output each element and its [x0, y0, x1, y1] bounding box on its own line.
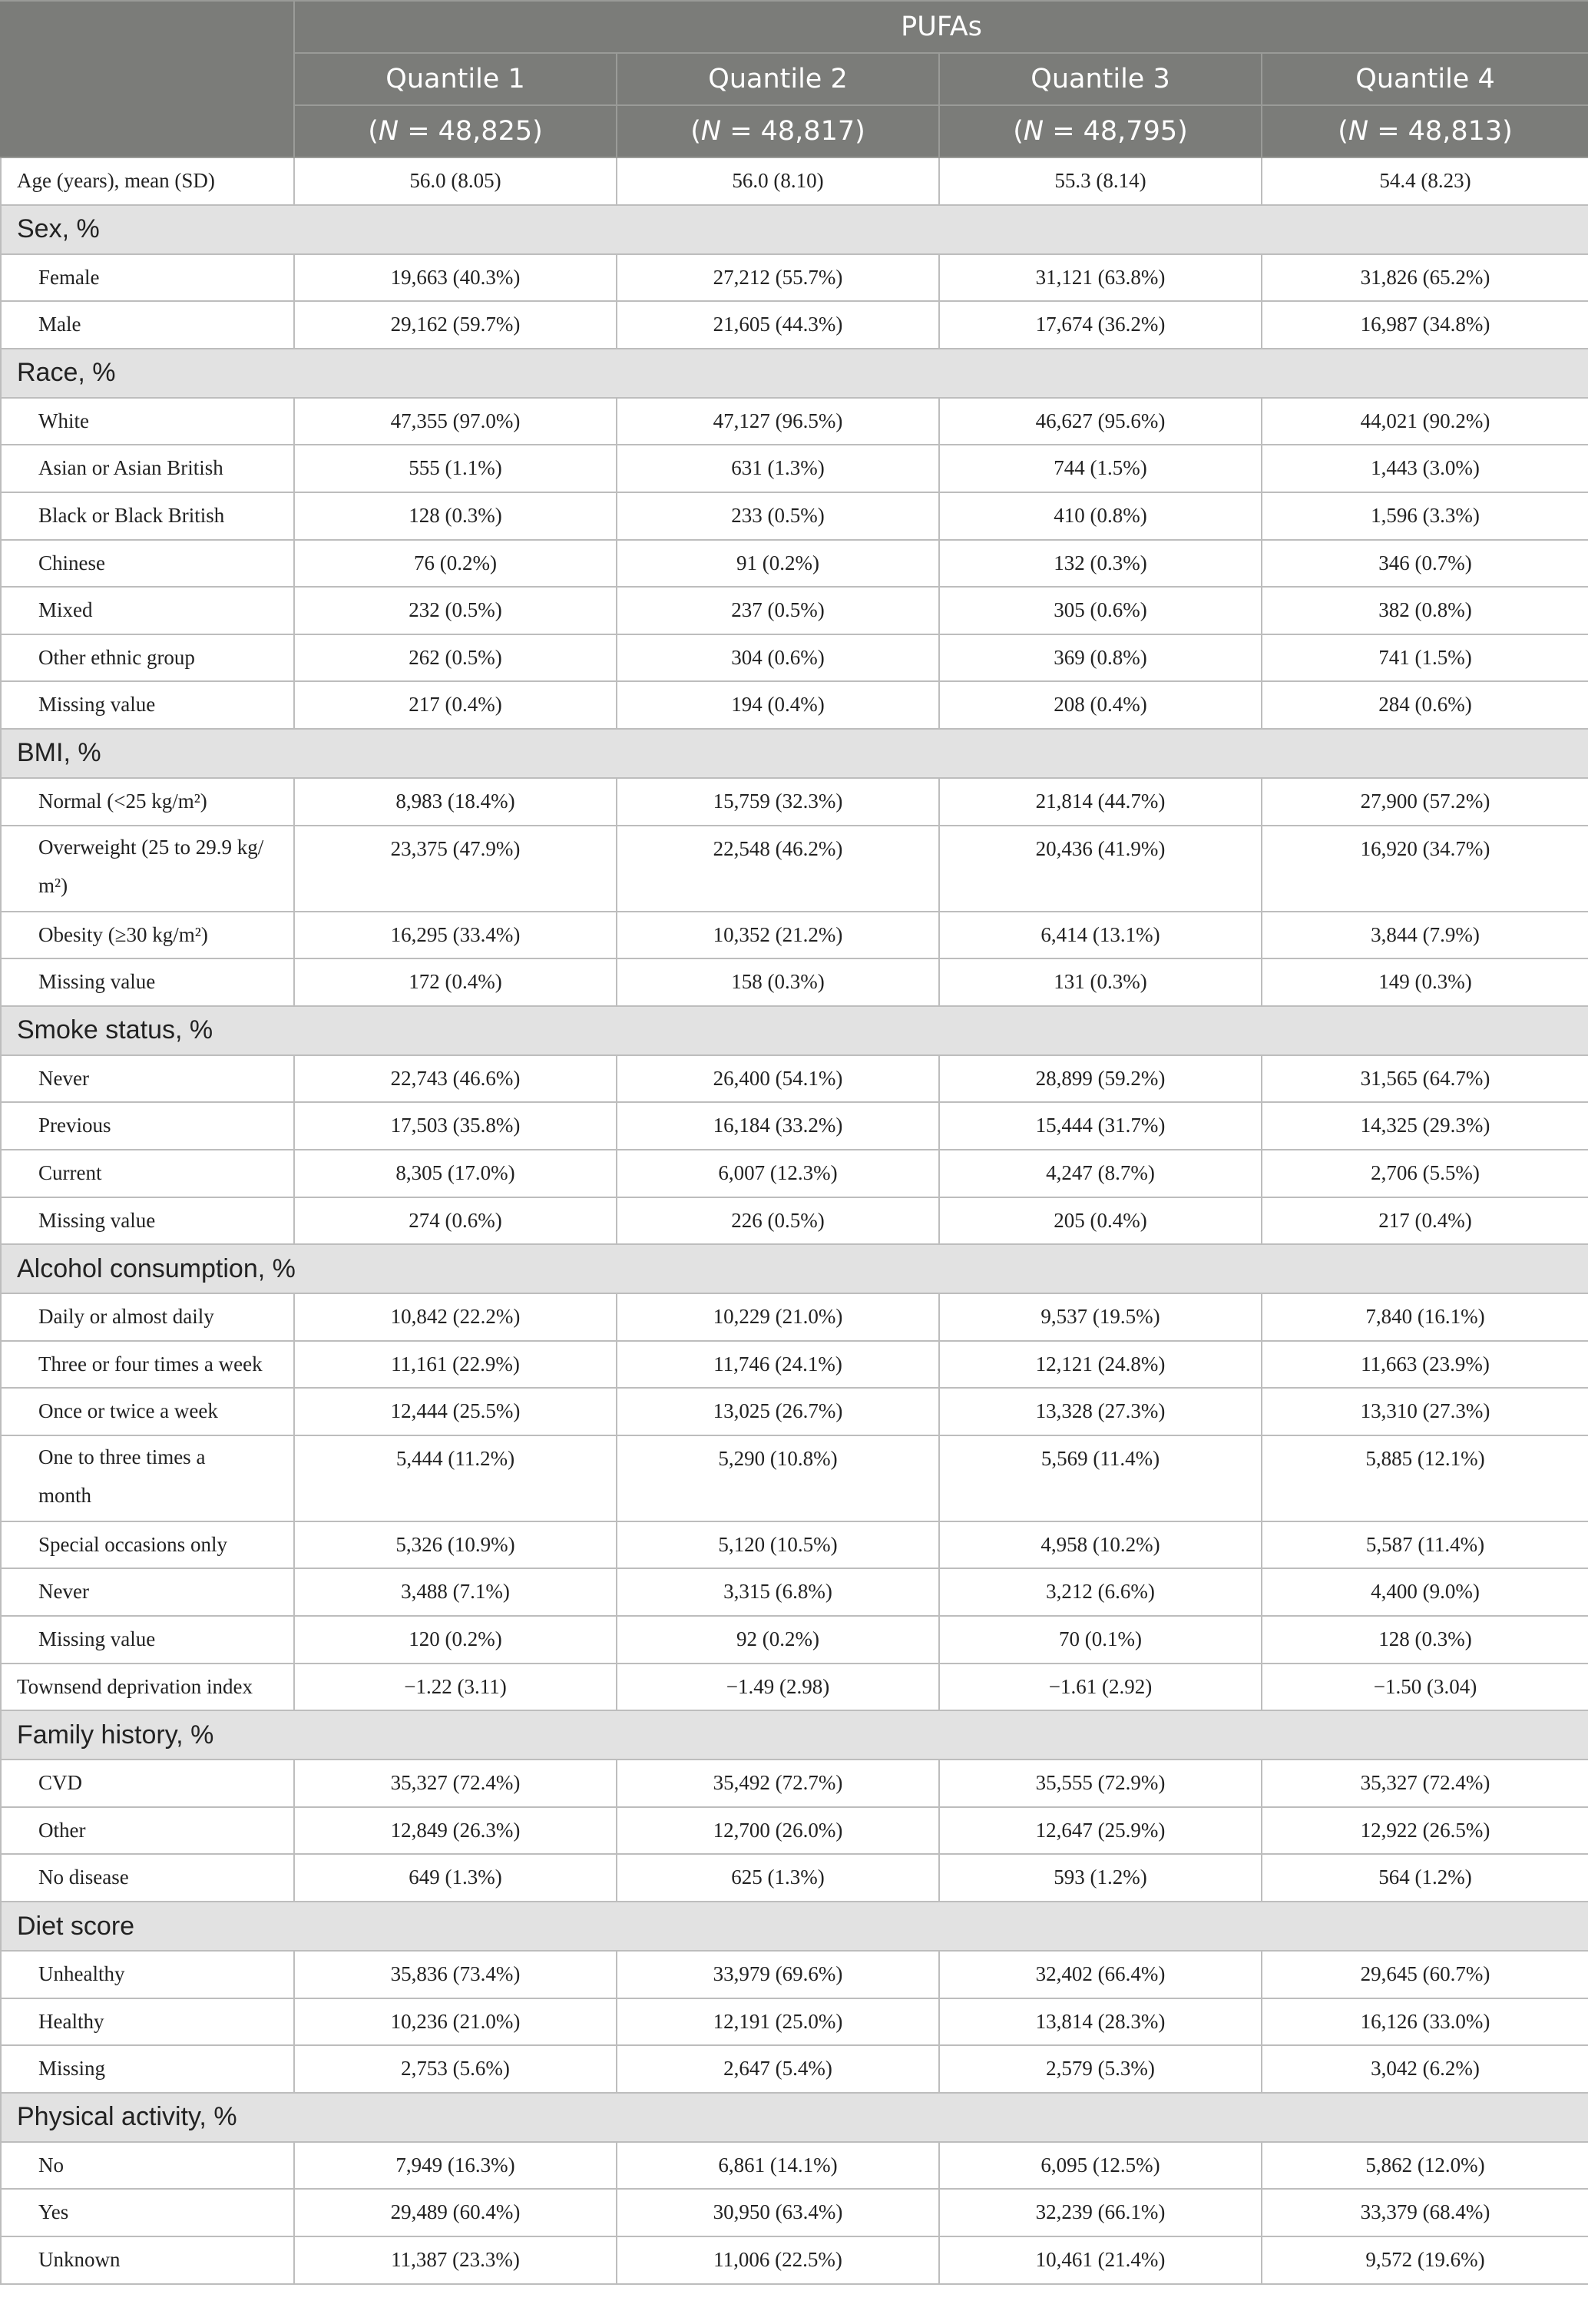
- value-cell-quantile-3: 46,627 (95.6%): [939, 398, 1262, 445]
- section-header-row: [1, 1006, 1588, 1055]
- row-label: CVD: [1, 1760, 294, 1807]
- value-cell-quantile-4: 16,987 (34.8%): [1262, 301, 1588, 349]
- value-cell-quantile-2: 12,700 (26.0%): [617, 1807, 939, 1855]
- table-row: [1, 912, 1588, 959]
- section-header-row: [1, 1244, 1588, 1293]
- header-group-row: [1, 1, 1588, 53]
- value-cell-quantile-4: 13,310 (27.3%): [1262, 1388, 1588, 1435]
- value-cell-quantile-4: 3,042 (6.2%): [1262, 2045, 1588, 2093]
- table-row: [1, 2189, 1588, 2236]
- value-cell-quantile-2: 26,400 (54.1%): [617, 1055, 939, 1103]
- value-cell-quantile-1: 19,663 (40.3%): [294, 254, 617, 302]
- row-label: Missing value: [1, 681, 294, 729]
- value-cell-quantile-4: 33,379 (68.4%): [1262, 2189, 1588, 2236]
- value-cell-quantile-4: 16,920 (34.7%): [1262, 826, 1588, 912]
- row-label: Special occasions only: [1, 1521, 294, 1569]
- row-label-line: One to three times a: [38, 1445, 206, 1468]
- value-cell-quantile-4: 44,021 (90.2%): [1262, 398, 1588, 445]
- value-cell-quantile-3: 9,537 (19.5%): [939, 1293, 1262, 1341]
- value-cell-quantile-2: 10,352 (21.2%): [617, 912, 939, 959]
- value-cell-quantile-1: 17,503 (35.8%): [294, 1102, 617, 1150]
- table-row: [1, 1854, 1588, 1902]
- section-label: Alcohol consumption, %: [1, 1244, 1588, 1293]
- value-cell-quantile-4: 31,565 (64.7%): [1262, 1055, 1588, 1103]
- value-cell-quantile-3: 369 (0.8%): [939, 634, 1262, 682]
- value-cell-quantile-1: 76 (0.2%): [294, 540, 617, 588]
- table-header: [1, 1, 1588, 157]
- section-label: Family history, %: [1, 1710, 1588, 1760]
- value-cell-quantile-1: 23,375 (47.9%): [294, 826, 617, 912]
- value-cell-quantile-3: 305 (0.6%): [939, 587, 1262, 634]
- value-cell-quantile-1: 8,305 (17.0%): [294, 1150, 617, 1197]
- n-prefix: (: [1338, 116, 1348, 147]
- n-variable: N: [1023, 116, 1044, 147]
- value-cell-quantile-4: 1,596 (3.3%): [1262, 492, 1588, 540]
- value-cell-quantile-2: 13,025 (26.7%): [617, 1388, 939, 1435]
- value-cell-quantile-4: 5,862 (12.0%): [1262, 2142, 1588, 2190]
- n-prefix: (: [690, 116, 701, 147]
- table-row: [1, 1197, 1588, 1245]
- value-cell-quantile-2: 12,191 (25.0%): [617, 1998, 939, 2046]
- value-cell-quantile-1: 11,161 (22.9%): [294, 1341, 617, 1389]
- table-row: [1, 254, 1588, 302]
- row-label: Unknown: [1, 2236, 294, 2284]
- value-cell-quantile-3: 6,414 (13.1%): [939, 912, 1262, 959]
- table-row: [1, 778, 1588, 826]
- table-row: [1, 1055, 1588, 1103]
- value-cell-quantile-4: 217 (0.4%): [1262, 1197, 1588, 1245]
- value-cell-quantile-4: 3,844 (7.9%): [1262, 912, 1588, 959]
- row-label-line: m²): [38, 873, 68, 897]
- value-cell-quantile-3: 410 (0.8%): [939, 492, 1262, 540]
- row-label: [1, 826, 294, 912]
- value-cell-quantile-3: 32,402 (66.4%): [939, 1951, 1262, 1998]
- value-cell-quantile-3: 12,647 (25.9%): [939, 1807, 1262, 1855]
- value-cell-quantile-3: 32,239 (66.1%): [939, 2189, 1262, 2236]
- section-label: Smoke status, %: [1, 1006, 1588, 1055]
- table-row: [1, 1951, 1588, 1998]
- value-cell-quantile-1: 217 (0.4%): [294, 681, 617, 729]
- value-cell-quantile-1: 172 (0.4%): [294, 958, 617, 1006]
- value-cell-quantile-1: 12,849 (26.3%): [294, 1807, 617, 1855]
- value-cell-quantile-2: 11,006 (22.5%): [617, 2236, 939, 2284]
- n-value: = 48,813): [1368, 116, 1513, 147]
- value-cell-quantile-4: 54.4 (8.23): [1262, 157, 1588, 205]
- row-label: No disease: [1, 1854, 294, 1902]
- value-cell-quantile-1: 56.0 (8.05): [294, 157, 617, 205]
- value-cell-quantile-2: 6,007 (12.3%): [617, 1150, 939, 1197]
- row-label: Three or four times a week: [1, 1341, 294, 1389]
- header-quantile-2: Quantile 2: [617, 53, 939, 105]
- value-cell-quantile-2: 237 (0.5%): [617, 587, 939, 634]
- value-cell-quantile-3: 208 (0.4%): [939, 681, 1262, 729]
- table-row: [1, 1388, 1588, 1435]
- value-cell-quantile-2: 10,229 (21.0%): [617, 1293, 939, 1341]
- row-label: Normal (<25 kg/m²): [1, 778, 294, 826]
- value-cell-quantile-4: 346 (0.7%): [1262, 540, 1588, 588]
- value-cell-quantile-3: 12,121 (24.8%): [939, 1341, 1262, 1389]
- table-row: [1, 492, 1588, 540]
- table-row: [1, 2236, 1588, 2284]
- value-cell-quantile-4: 27,900 (57.2%): [1262, 778, 1588, 826]
- value-cell-quantile-3: 593 (1.2%): [939, 1854, 1262, 1902]
- value-cell-quantile-3: 70 (0.1%): [939, 1616, 1262, 1664]
- value-cell-quantile-3: 131 (0.3%): [939, 958, 1262, 1006]
- value-cell-quantile-3: 4,958 (10.2%): [939, 1521, 1262, 1569]
- section-header-row: [1, 1902, 1588, 1951]
- value-cell-quantile-2: 22,548 (46.2%): [617, 826, 939, 912]
- value-cell-quantile-4: 5,885 (12.1%): [1262, 1435, 1588, 1521]
- table-row: [1, 958, 1588, 1006]
- value-cell-quantile-1: 7,949 (16.3%): [294, 2142, 617, 2190]
- row-label-line: Overweight (25 to 29.9 kg/: [38, 835, 264, 859]
- row-label: Other ethnic group: [1, 634, 294, 682]
- row-label: Daily or almost daily: [1, 1293, 294, 1341]
- value-cell-quantile-2: 16,184 (33.2%): [617, 1102, 939, 1150]
- value-cell-quantile-1: 128 (0.3%): [294, 492, 617, 540]
- header-n-3: [939, 105, 1262, 157]
- n-variable: N: [378, 116, 399, 147]
- table-row: [1, 1293, 1588, 1341]
- section-label: Race, %: [1, 349, 1588, 398]
- value-cell-quantile-4: 31,826 (65.2%): [1262, 254, 1588, 302]
- value-cell-quantile-4: 128 (0.3%): [1262, 1616, 1588, 1664]
- row-label: Male: [1, 301, 294, 349]
- table-row: [1, 1616, 1588, 1664]
- value-cell-quantile-4: 2,706 (5.5%): [1262, 1150, 1588, 1197]
- value-cell-quantile-3: 17,674 (36.2%): [939, 301, 1262, 349]
- value-cell-quantile-4: 7,840 (16.1%): [1262, 1293, 1588, 1341]
- row-label: [1, 1435, 294, 1521]
- row-label: Obesity (≥30 kg/m²): [1, 912, 294, 959]
- header-quantile-3: Quantile 3: [939, 53, 1262, 105]
- value-cell-quantile-1: 649 (1.3%): [294, 1854, 617, 1902]
- value-cell-quantile-3: 3,212 (6.6%): [939, 1568, 1262, 1616]
- row-label: Missing: [1, 2045, 294, 2093]
- n-variable: N: [700, 116, 722, 147]
- value-cell-quantile-1: 35,327 (72.4%): [294, 1760, 617, 1807]
- value-cell-quantile-1: 8,983 (18.4%): [294, 778, 617, 826]
- header-n-1: [294, 105, 617, 157]
- header-quantile-1: Quantile 1: [294, 53, 617, 105]
- value-cell-quantile-3: 15,444 (31.7%): [939, 1102, 1262, 1150]
- value-cell-quantile-1: 5,444 (11.2%): [294, 1435, 617, 1521]
- value-cell-quantile-4: 9,572 (19.6%): [1262, 2236, 1588, 2284]
- table-row: [1, 1568, 1588, 1616]
- value-cell-quantile-2: −1.49 (2.98): [617, 1664, 939, 1711]
- row-label: Black or Black British: [1, 492, 294, 540]
- value-cell-quantile-1: 10,842 (22.2%): [294, 1293, 617, 1341]
- value-cell-quantile-2: 194 (0.4%): [617, 681, 939, 729]
- value-cell-quantile-2: 56.0 (8.10): [617, 157, 939, 205]
- row-label: Missing value: [1, 1616, 294, 1664]
- table-row: [1, 681, 1588, 729]
- row-label: Once or twice a week: [1, 1388, 294, 1435]
- table-row: [1, 1760, 1588, 1807]
- value-cell-quantile-4: 741 (1.5%): [1262, 634, 1588, 682]
- table-row: [1, 1998, 1588, 2046]
- value-cell-quantile-1: 2,753 (5.6%): [294, 2045, 617, 2093]
- table-row: [1, 301, 1588, 349]
- n-value: = 48,817): [721, 116, 865, 147]
- table-row: [1, 1341, 1588, 1389]
- value-cell-quantile-2: 5,290 (10.8%): [617, 1435, 939, 1521]
- value-cell-quantile-2: 15,759 (32.3%): [617, 778, 939, 826]
- value-cell-quantile-2: 11,746 (24.1%): [617, 1341, 939, 1389]
- table-row: [1, 826, 1588, 912]
- row-label: Chinese: [1, 540, 294, 588]
- value-cell-quantile-3: 744 (1.5%): [939, 445, 1262, 492]
- section-header-row: [1, 1710, 1588, 1760]
- value-cell-quantile-1: 29,489 (60.4%): [294, 2189, 617, 2236]
- value-cell-quantile-4: 29,645 (60.7%): [1262, 1951, 1588, 1998]
- table-row: [1, 1435, 1588, 1521]
- section-header-row: [1, 2093, 1588, 2142]
- table-body: [1, 157, 1588, 2284]
- value-cell-quantile-4: 11,663 (23.9%): [1262, 1341, 1588, 1389]
- value-cell-quantile-3: 28,899 (59.2%): [939, 1055, 1262, 1103]
- row-label: Never: [1, 1055, 294, 1103]
- value-cell-quantile-1: 10,236 (21.0%): [294, 1998, 617, 2046]
- value-cell-quantile-3: 205 (0.4%): [939, 1197, 1262, 1245]
- value-cell-quantile-4: 14,325 (29.3%): [1262, 1102, 1588, 1150]
- value-cell-quantile-4: 1,443 (3.0%): [1262, 445, 1588, 492]
- row-label-line: month: [38, 1483, 92, 1507]
- section-header-row: [1, 205, 1588, 254]
- section-label: BMI, %: [1, 729, 1588, 778]
- n-value: = 48,795): [1044, 116, 1188, 147]
- value-cell-quantile-4: 564 (1.2%): [1262, 1854, 1588, 1902]
- value-cell-quantile-1: 35,836 (73.4%): [294, 1951, 617, 1998]
- value-cell-quantile-3: 10,461 (21.4%): [939, 2236, 1262, 2284]
- value-cell-quantile-3: −1.61 (2.92): [939, 1664, 1262, 1711]
- value-cell-quantile-3: 21,814 (44.7%): [939, 778, 1262, 826]
- value-cell-quantile-2: 158 (0.3%): [617, 958, 939, 1006]
- table-row: [1, 2045, 1588, 2093]
- value-cell-quantile-2: 6,861 (14.1%): [617, 2142, 939, 2190]
- value-cell-quantile-1: 16,295 (33.4%): [294, 912, 617, 959]
- value-cell-quantile-2: 47,127 (96.5%): [617, 398, 939, 445]
- value-cell-quantile-4: −1.50 (3.04): [1262, 1664, 1588, 1711]
- row-label: Current: [1, 1150, 294, 1197]
- value-cell-quantile-2: 21,605 (44.3%): [617, 301, 939, 349]
- value-cell-quantile-2: 3,315 (6.8%): [617, 1568, 939, 1616]
- value-cell-quantile-1: 120 (0.2%): [294, 1616, 617, 1664]
- value-cell-quantile-2: 5,120 (10.5%): [617, 1521, 939, 1569]
- value-cell-quantile-2: 30,950 (63.4%): [617, 2189, 939, 2236]
- value-cell-quantile-1: 274 (0.6%): [294, 1197, 617, 1245]
- section-label: Diet score: [1, 1902, 1588, 1951]
- value-cell-quantile-2: 33,979 (69.6%): [617, 1951, 939, 1998]
- value-cell-quantile-2: 35,492 (72.7%): [617, 1760, 939, 1807]
- table-row: [1, 1521, 1588, 1569]
- value-cell-quantile-3: 2,579 (5.3%): [939, 2045, 1262, 2093]
- value-cell-quantile-1: 3,488 (7.1%): [294, 1568, 617, 1616]
- n-prefix: (: [368, 116, 379, 147]
- row-label: Townsend deprivation index: [1, 1664, 294, 1711]
- section-label: Physical activity, %: [1, 2093, 1588, 2142]
- value-cell-quantile-3: 35,555 (72.9%): [939, 1760, 1262, 1807]
- value-cell-quantile-2: 631 (1.3%): [617, 445, 939, 492]
- value-cell-quantile-4: 5,587 (11.4%): [1262, 1521, 1588, 1569]
- value-cell-quantile-1: 232 (0.5%): [294, 587, 617, 634]
- table-row: [1, 1664, 1588, 1711]
- value-cell-quantile-3: 55.3 (8.14): [939, 157, 1262, 205]
- row-label: Missing value: [1, 958, 294, 1006]
- value-cell-quantile-4: 16,126 (33.0%): [1262, 1998, 1588, 2046]
- table-row: [1, 157, 1588, 205]
- header-quantile-4: Quantile 4: [1262, 53, 1588, 105]
- value-cell-quantile-2: 304 (0.6%): [617, 634, 939, 682]
- value-cell-quantile-1: 22,743 (46.6%): [294, 1055, 617, 1103]
- value-cell-quantile-4: 382 (0.8%): [1262, 587, 1588, 634]
- table-row: [1, 1807, 1588, 1855]
- value-cell-quantile-3: 13,814 (28.3%): [939, 1998, 1262, 2046]
- header-corner-cell: [1, 1, 294, 157]
- value-cell-quantile-2: 92 (0.2%): [617, 1616, 939, 1664]
- table-row: [1, 634, 1588, 682]
- row-label: White: [1, 398, 294, 445]
- value-cell-quantile-1: 262 (0.5%): [294, 634, 617, 682]
- value-cell-quantile-4: 149 (0.3%): [1262, 958, 1588, 1006]
- value-cell-quantile-1: 555 (1.1%): [294, 445, 617, 492]
- value-cell-quantile-3: 5,569 (11.4%): [939, 1435, 1262, 1521]
- value-cell-quantile-1: 11,387 (23.3%): [294, 2236, 617, 2284]
- value-cell-quantile-1: 47,355 (97.0%): [294, 398, 617, 445]
- table-row: [1, 587, 1588, 634]
- value-cell-quantile-1: −1.22 (3.11): [294, 1664, 617, 1711]
- value-cell-quantile-2: 233 (0.5%): [617, 492, 939, 540]
- header-n-4: [1262, 105, 1588, 157]
- value-cell-quantile-2: 625 (1.3%): [617, 1854, 939, 1902]
- n-variable: N: [1348, 116, 1369, 147]
- value-cell-quantile-2: 91 (0.2%): [617, 540, 939, 588]
- table-row: [1, 2142, 1588, 2190]
- value-cell-quantile-1: 29,162 (59.7%): [294, 301, 617, 349]
- section-label: Sex, %: [1, 205, 1588, 254]
- header-group-label: PUFAs: [294, 1, 1588, 53]
- table-row: [1, 445, 1588, 492]
- row-label: Previous: [1, 1102, 294, 1150]
- header-n-2: [617, 105, 939, 157]
- table-row: [1, 540, 1588, 588]
- row-label: Yes: [1, 2189, 294, 2236]
- table-row: [1, 398, 1588, 445]
- value-cell-quantile-2: 27,212 (55.7%): [617, 254, 939, 302]
- n-value: = 48,825): [399, 116, 543, 147]
- section-header-row: [1, 349, 1588, 398]
- value-cell-quantile-1: 12,444 (25.5%): [294, 1388, 617, 1435]
- value-cell-quantile-3: 20,436 (41.9%): [939, 826, 1262, 912]
- row-label: Missing value: [1, 1197, 294, 1245]
- section-header-row: [1, 729, 1588, 778]
- row-label: Female: [1, 254, 294, 302]
- value-cell-quantile-2: 226 (0.5%): [617, 1197, 939, 1245]
- n-prefix: (: [1013, 116, 1024, 147]
- value-cell-quantile-4: 35,327 (72.4%): [1262, 1760, 1588, 1807]
- value-cell-quantile-4: 4,400 (9.0%): [1262, 1568, 1588, 1616]
- value-cell-quantile-2: 2,647 (5.4%): [617, 2045, 939, 2093]
- value-cell-quantile-3: 4,247 (8.7%): [939, 1150, 1262, 1197]
- row-label: No: [1, 2142, 294, 2190]
- value-cell-quantile-3: 13,328 (27.3%): [939, 1388, 1262, 1435]
- row-label: Healthy: [1, 1998, 294, 2046]
- value-cell-quantile-4: 12,922 (26.5%): [1262, 1807, 1588, 1855]
- value-cell-quantile-1: 5,326 (10.9%): [294, 1521, 617, 1569]
- row-label: Mixed: [1, 587, 294, 634]
- row-label: Age (years), mean (SD): [1, 157, 294, 205]
- row-label: Unhealthy: [1, 1951, 294, 1998]
- value-cell-quantile-3: 6,095 (12.5%): [939, 2142, 1262, 2190]
- value-cell-quantile-3: 31,121 (63.8%): [939, 254, 1262, 302]
- row-label: Asian or Asian British: [1, 445, 294, 492]
- value-cell-quantile-4: 284 (0.6%): [1262, 681, 1588, 729]
- value-cell-quantile-3: 132 (0.3%): [939, 540, 1262, 588]
- row-label: Never: [1, 1568, 294, 1616]
- table-row: [1, 1150, 1588, 1197]
- row-label: Other: [1, 1807, 294, 1855]
- table-row: [1, 1102, 1588, 1150]
